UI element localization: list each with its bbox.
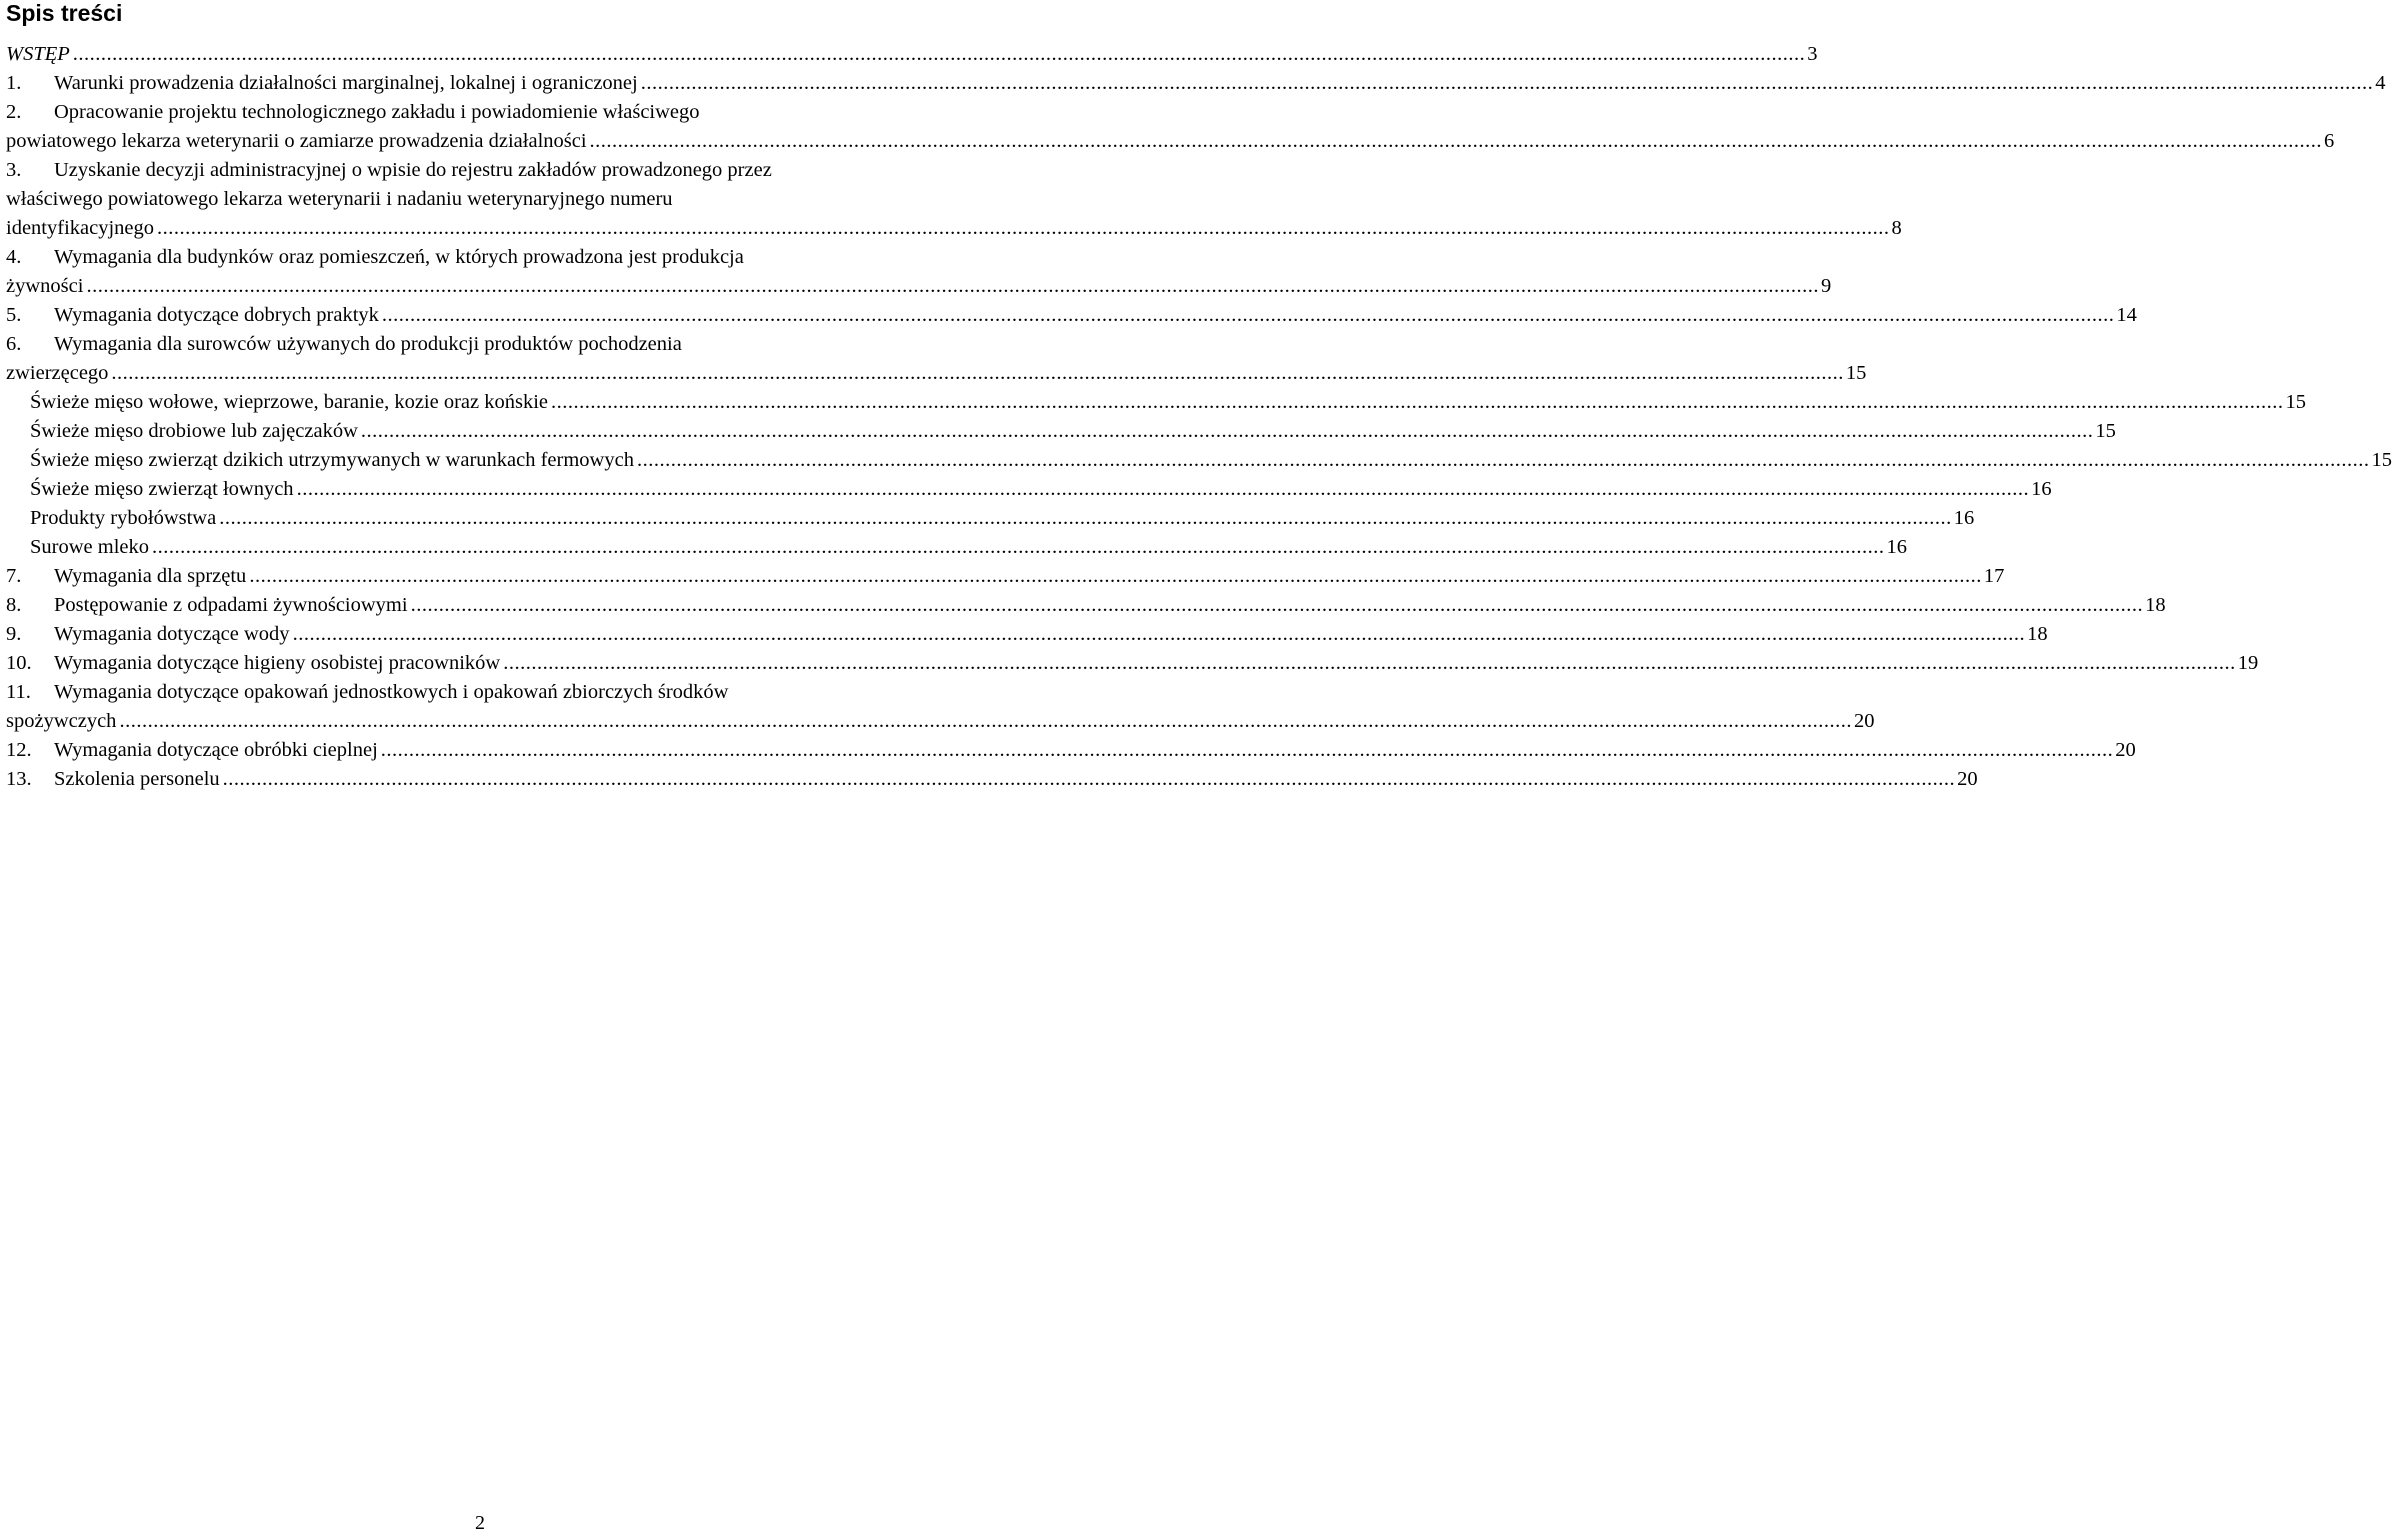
toc-entry-page: 20 — [2115, 739, 2136, 761]
toc-entry-page: 14 — [2116, 304, 2137, 326]
toc-entry-line — [6, 533, 1907, 562]
toc-entry[interactable] — [6, 678, 1875, 736]
toc-entry[interactable] — [6, 562, 2005, 591]
toc-dot-leader — [590, 127, 2323, 156]
toc-entry-number: 13. — [6, 768, 32, 790]
toc-entry-line — [6, 475, 2052, 504]
toc-entry-page: 15 — [1845, 362, 1867, 384]
toc-entry[interactable] — [6, 533, 1907, 562]
toc-entry-line — [6, 272, 1832, 301]
toc-entry-line — [6, 301, 2137, 330]
toc-entry-line — [6, 243, 955, 272]
toc-dot-leader — [119, 707, 1852, 736]
page-title: Spis treści — [6, 0, 123, 26]
toc-entry-page: 15 — [2095, 420, 2116, 442]
toc-entry-line — [6, 707, 1875, 736]
toc-entry-page: 8 — [1891, 217, 1902, 239]
toc-entry-title: Wymagania dla sprzętu — [54, 565, 247, 587]
toc-entry-number: 12. — [6, 739, 32, 761]
toc-entry-page: 17 — [1983, 565, 2005, 587]
toc-entry-title: Opracowanie projektu technologicznego zakładu i powiadomienie właściwego — [54, 101, 700, 123]
toc-entry-title: Świeże mięso zwierząt łownych — [30, 478, 294, 500]
toc-entry-number: 6. — [6, 333, 22, 355]
toc-entry-line — [6, 562, 2005, 591]
toc-dot-leader — [111, 359, 1844, 388]
toc-entry-line — [6, 185, 955, 214]
toc-entry-line — [6, 620, 2048, 649]
toc-entry-line — [6, 765, 1978, 794]
toc-entry-line — [6, 591, 2166, 620]
toc-dot-leader — [157, 214, 1890, 243]
toc-entry-number: 9. — [6, 623, 22, 645]
toc-entry-page: 16 — [1886, 536, 1907, 558]
toc-dot-leader — [223, 765, 1956, 794]
toc-entry-title: Wymagania dotyczące dobrych praktyk — [54, 304, 379, 326]
toc-entry-page: 15 — [2285, 391, 2307, 413]
toc-dot-leader — [503, 649, 2236, 678]
toc-dot-leader — [381, 736, 2114, 765]
toc-entry[interactable] — [6, 40, 1818, 69]
toc-dot-leader — [361, 417, 2094, 446]
toc-entry-title: właściwego powiatowego lekarza weterynarii i nadaniu weterynaryjnego numeru — [6, 188, 673, 210]
toc-entry-title: Warunki prowadzenia działalności marginalnej, lokalnej i ograniczonej — [54, 72, 638, 94]
toc-entry[interactable] — [6, 736, 2136, 765]
toc-entry-page: 16 — [2031, 478, 2052, 500]
toc-entry-line — [6, 98, 955, 127]
toc-entry[interactable] — [6, 591, 2166, 620]
toc-entry-page: 18 — [2027, 623, 2048, 645]
toc-entry-page: 9 — [1820, 275, 1832, 297]
toc-entry[interactable] — [6, 649, 2259, 678]
toc-entry-line — [6, 736, 2136, 765]
toc-dot-leader — [382, 301, 2115, 330]
toc-entry-page: 18 — [2145, 594, 2166, 616]
toc-entry-number: 3. — [6, 159, 22, 181]
toc-entry[interactable] — [6, 330, 1867, 388]
toc-entry-line — [6, 330, 955, 359]
toc-entry-title: Uzyskanie decyzji administracyjnej o wpisie do rejestru zakładów prowadzonego przez — [54, 159, 772, 181]
toc-dot-leader — [637, 446, 2370, 475]
toc-entry-page: 19 — [2237, 652, 2259, 674]
toc-dot-leader — [551, 388, 2284, 417]
toc-entry-title: powiatowego lekarza weterynarii o zamiarze prowadzenia działalności — [6, 130, 587, 152]
toc-dot-leader — [73, 40, 1806, 69]
toc-dot-leader — [293, 620, 2026, 649]
toc-entry-line — [6, 446, 2392, 475]
toc-entry[interactable] — [6, 475, 2052, 504]
toc-entry-title: Wymagania dotyczące wody — [54, 623, 290, 645]
toc-entry[interactable] — [6, 156, 1902, 243]
toc-entry[interactable] — [6, 388, 2307, 417]
toc-entry-page: 3 — [1807, 43, 1818, 65]
toc-dot-leader — [86, 272, 1819, 301]
toc-entry-title: WSTĘP — [6, 43, 70, 65]
toc-entry-title: Postępowanie z odpadami żywnościowymi — [54, 594, 408, 616]
toc-entry-line — [6, 388, 2307, 417]
toc-entry[interactable] — [6, 69, 2386, 98]
toc-entry-line — [6, 417, 2116, 446]
toc-entry[interactable] — [6, 301, 2137, 330]
toc-entry-number: 1. — [6, 72, 22, 94]
toc-entry-page: 20 — [1853, 710, 1875, 732]
toc-entry-title: spożywczych — [6, 710, 117, 732]
toc-dot-leader — [297, 475, 2030, 504]
toc-entry-title: Świeże mięso wołowe, wieprzowe, baranie, kozie oraz końskie — [30, 391, 549, 413]
toc-dot-leader — [411, 591, 2144, 620]
toc-entry-line — [6, 127, 2335, 156]
toc-dot-leader — [641, 69, 2374, 98]
toc-entry-line — [6, 649, 2259, 678]
table-of-contents — [6, 40, 2392, 794]
toc-entry-number: 11. — [6, 681, 31, 703]
toc-entry-title: Produkty rybołówstwa — [30, 507, 217, 529]
toc-entry-title: Świeże mięso drobiowe lub zajęczaków — [30, 420, 358, 442]
toc-entry[interactable] — [6, 620, 2048, 649]
toc-entry-page: 20 — [1957, 768, 1978, 790]
toc-dot-leader — [219, 504, 1952, 533]
toc-entry-number: 5. — [6, 304, 22, 326]
toc-entry-title: Szkolenia personelu — [54, 768, 220, 790]
toc-entry-title: Wymagania dotyczące higieny osobistej pracowników — [54, 652, 501, 674]
page-number: 2 — [475, 1512, 485, 1534]
toc-entry-line — [6, 359, 1867, 388]
toc-entry-title: Świeże mięso zwierząt dzikich utrzymywanych w warunkach fermowych — [30, 449, 634, 471]
toc-dot-leader — [152, 533, 1885, 562]
toc-entry-line — [6, 40, 1818, 69]
toc-entry-title: Wymagania dla surowców używanych do produkcji produktów pochodzenia — [54, 333, 682, 355]
toc-entry-title: Wymagania dotyczące obróbki cieplnej — [54, 739, 378, 761]
toc-entry-line — [6, 504, 1975, 533]
toc-entry-number: 4. — [6, 246, 22, 268]
toc-entry-line — [6, 678, 955, 707]
toc-entry-title: żywności — [6, 275, 84, 297]
toc-entry[interactable] — [6, 504, 1975, 533]
toc-entry-page: 4 — [2375, 72, 2386, 94]
toc-entry[interactable] — [6, 765, 1978, 794]
toc-entry[interactable] — [6, 417, 2116, 446]
toc-entry-number: 8. — [6, 594, 22, 616]
toc-entry-number: 2. — [6, 101, 22, 123]
toc-entry-line — [6, 214, 1902, 243]
toc-entry-number: 10. — [6, 652, 32, 674]
toc-entry[interactable] — [6, 243, 1832, 301]
toc-entry-title: zwierzęcego — [6, 362, 109, 384]
toc-entry-title: identyfikacyjnego — [6, 217, 155, 239]
toc-dot-leader — [249, 562, 1982, 591]
toc-entry-number: 7. — [6, 565, 22, 587]
toc-entry[interactable] — [6, 98, 2335, 156]
toc-entry-title: Surowe mleko — [30, 536, 149, 558]
toc-entry-title: Wymagania dotyczące opakowań jednostkowych i opakowań zbiorczych środków — [54, 681, 729, 703]
toc-entry-page: 6 — [2324, 130, 2335, 152]
toc-entry-line — [6, 69, 2386, 98]
toc-entry-title: Wymagania dla budynków oraz pomieszczeń, w których prowadzona jest produkcja — [54, 246, 744, 268]
toc-entry[interactable] — [6, 446, 2392, 475]
toc-entry-page: 15 — [2371, 449, 2392, 471]
toc-entry-page: 16 — [1953, 507, 1975, 529]
toc-entry-line — [6, 156, 955, 185]
